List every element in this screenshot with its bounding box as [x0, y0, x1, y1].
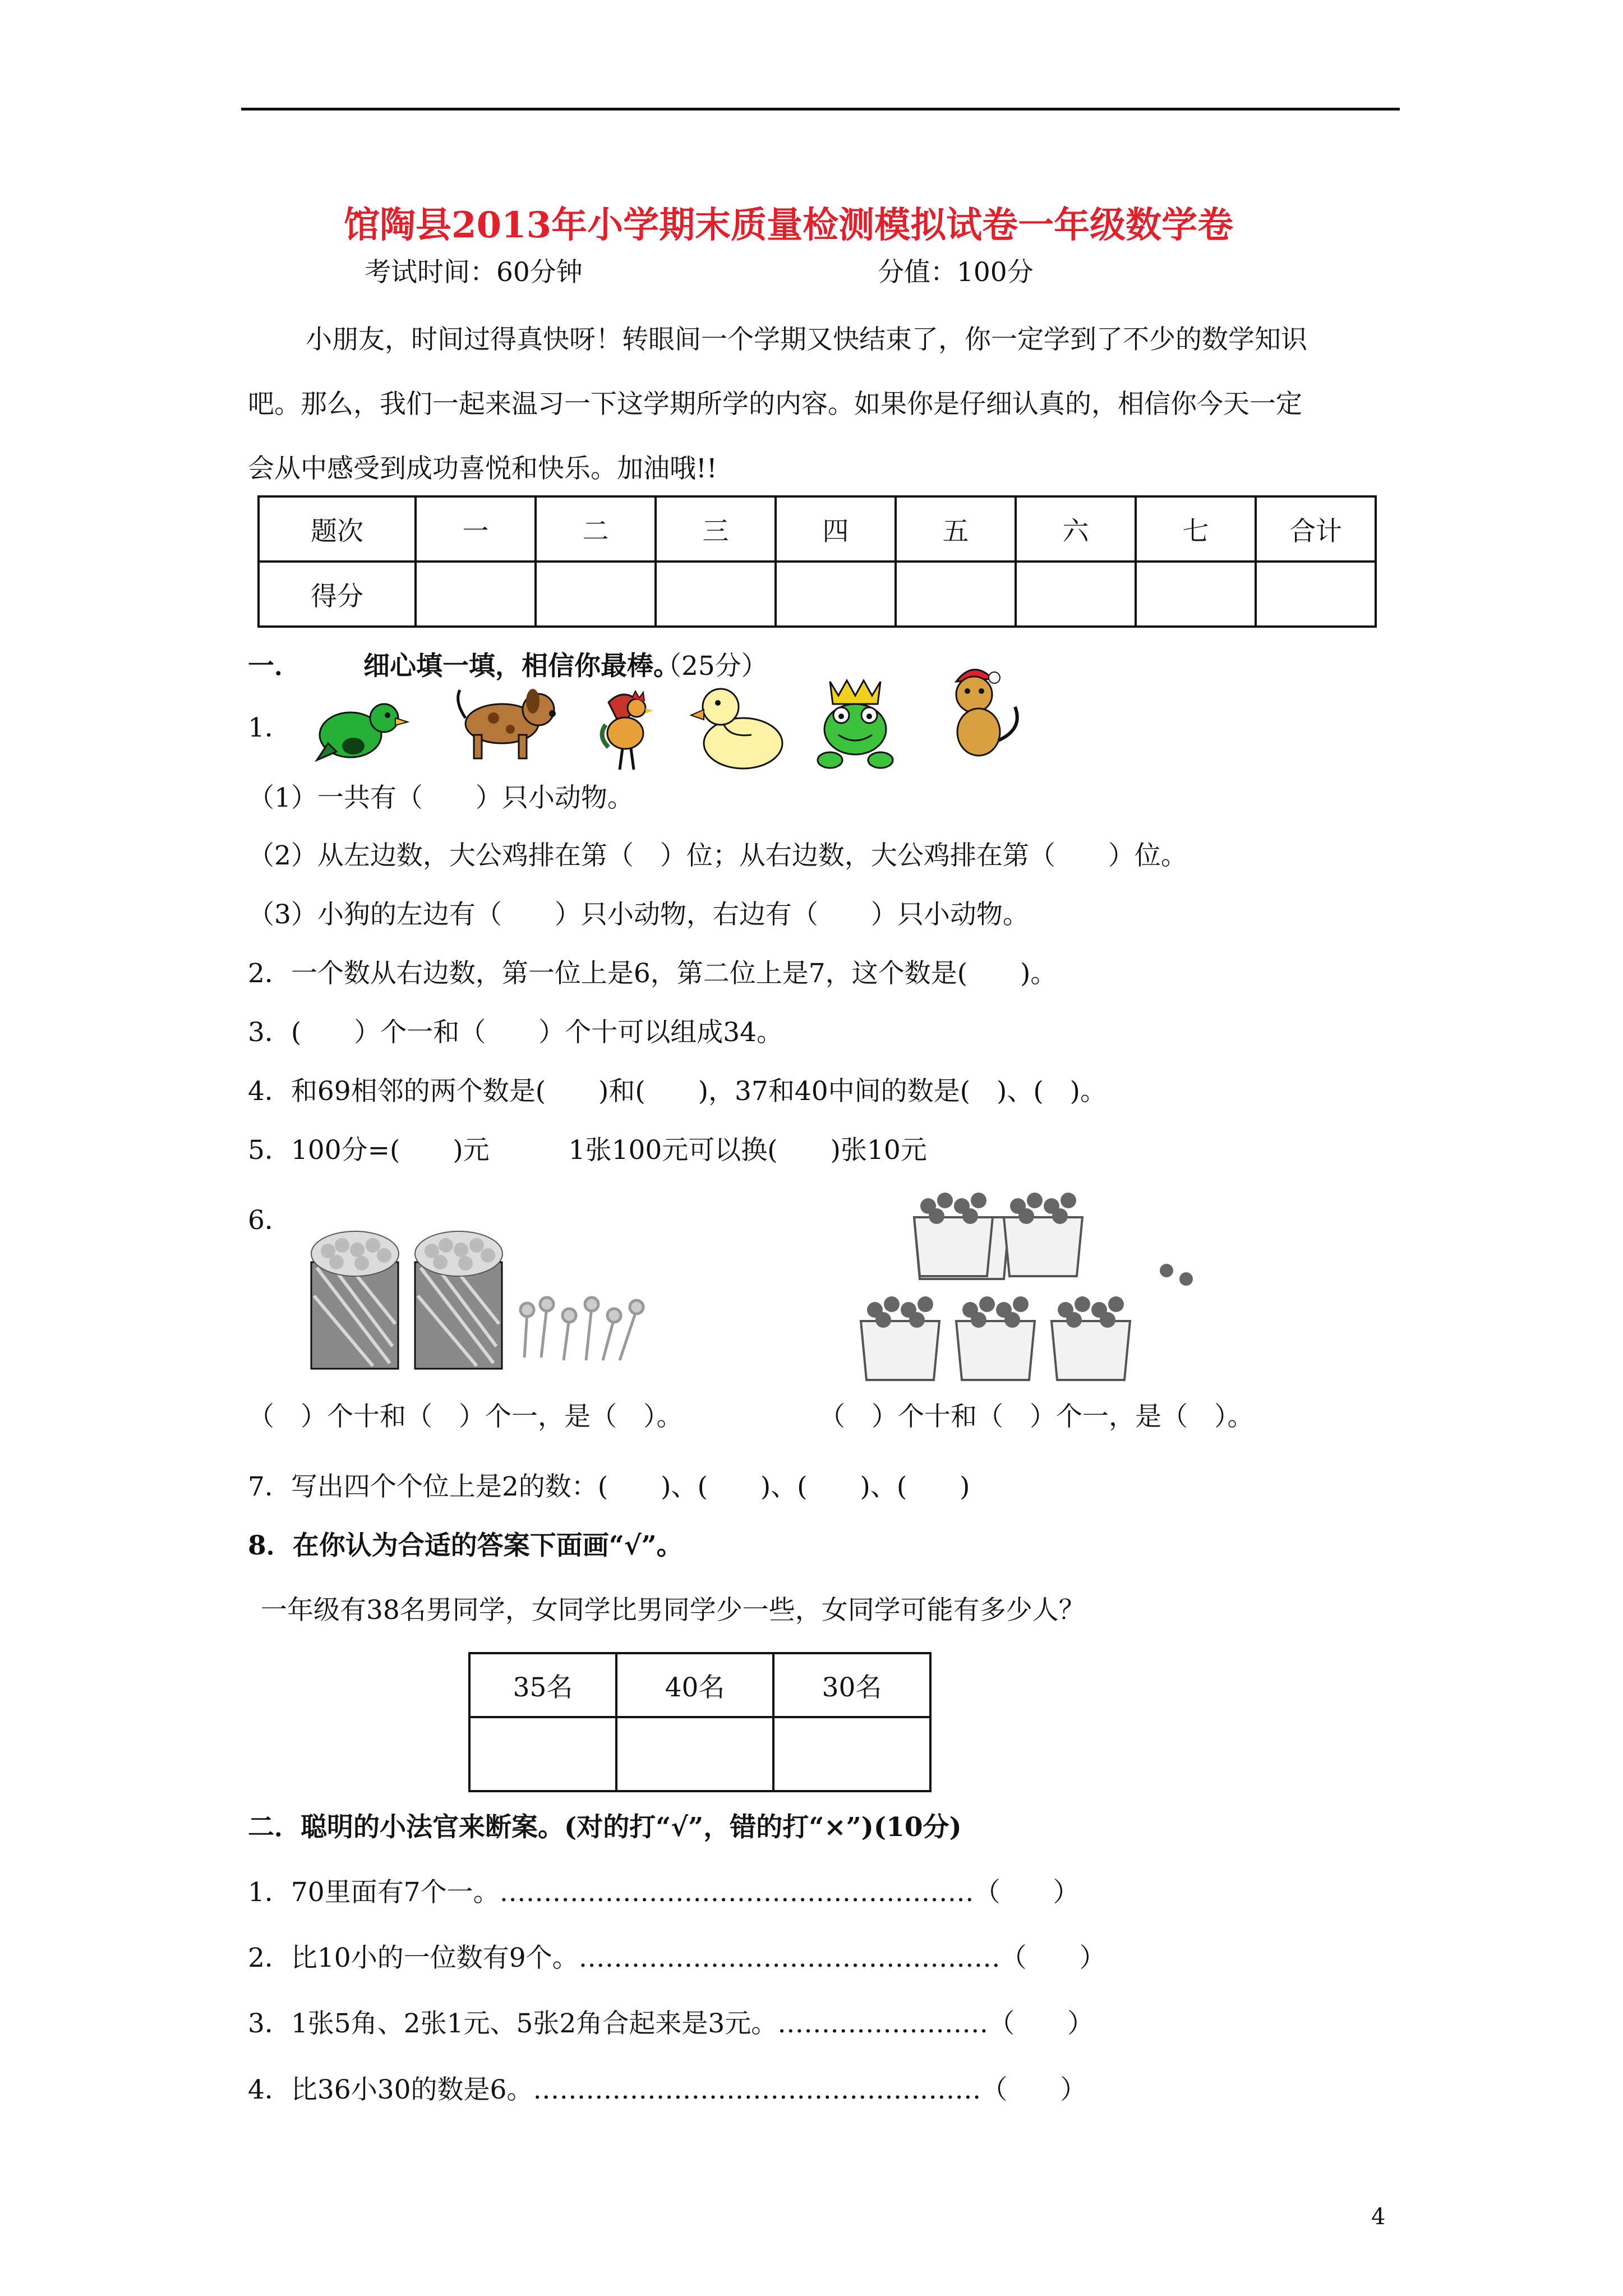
q8-option: 35名	[469, 1653, 616, 1717]
q1-part1: （1）一共有（ ）只小动物。	[248, 783, 634, 813]
score-table	[257, 495, 1377, 628]
score-input-cell[interactable]	[1016, 562, 1136, 627]
q5: 5．100分=( )元 1张100元可以换( )张10元	[248, 1135, 927, 1166]
q3: 3．( ）个一和（ ）个十可以组成34。	[248, 1017, 783, 1048]
q7: 7．写出四个个位上是2的数：( )、( )、( )、( )	[248, 1471, 970, 1502]
score-header-cell: 题次	[259, 496, 416, 562]
q4: 4．和69相邻的两个数是( )和( )，37和40中间的数是( )、( )。	[248, 1076, 1107, 1107]
score-input-cell[interactable]	[1256, 562, 1376, 627]
section1-points: （25分）	[655, 651, 768, 682]
cat-icon	[934, 662, 1026, 760]
q8-answer-cell[interactable]	[773, 1717, 930, 1791]
score-header-cell: 四	[776, 496, 896, 562]
score-header-cell: 一	[416, 496, 536, 562]
q8-choice-table	[468, 1652, 932, 1792]
intro-line-2: 吧。那么，我们一起来温习一下这学期所学的内容。如果你是仔细认真的，相信你今天一定	[248, 389, 1302, 420]
judge-item: 2．比10小的一位数有9个。…………………………………………（ ）	[248, 1943, 1106, 1973]
q1-part2: （2）从左边数，大公鸡排在第（ ）位；从右边数，大公鸡排在第（ ）位。	[248, 840, 1187, 871]
q8-option: 30名	[773, 1653, 930, 1717]
score-header-cell: 六	[1016, 496, 1136, 562]
score-header-cell: 五	[896, 496, 1016, 562]
section1-heading: 细心填一填，相信你最棒。	[363, 651, 680, 682]
score-row-label: 得分	[259, 562, 416, 627]
bird-icon	[311, 693, 409, 766]
flower-baskets-icon	[852, 1184, 1223, 1391]
q1-number: 1．	[248, 712, 291, 743]
q1-part3: （3）小狗的左边有（ ）只小动物，右边有（ ）只小动物。	[248, 899, 1029, 930]
exam-time: 考试时间：60分钟	[365, 257, 583, 288]
section1-number: 一．	[248, 651, 301, 682]
score-header-cell: 合计	[1256, 496, 1376, 562]
section2-heading: 二．聪明的小法官来断案。(对的打“√”，错的打“×”)(10分)	[248, 1812, 962, 1843]
q8-text: 一年级有38名男同学，女同学比男同学少一些，女同学可能有多少人？	[261, 1595, 1085, 1626]
rooster-icon	[597, 685, 659, 772]
q2: 2．一个数从右边数，第一位上是6，第二位上是7，这个数是( )。	[248, 958, 1057, 989]
score-input-cell[interactable]	[656, 562, 776, 627]
score-table-score-row	[259, 562, 1376, 627]
intro-line-3: 会从中感受到成功喜悦和快乐。加油哦!!	[248, 453, 717, 484]
page-number: 4	[1371, 2204, 1386, 2230]
q8-answer-cell[interactable]	[616, 1717, 773, 1791]
score-input-cell[interactable]	[536, 562, 656, 627]
score-input-cell[interactable]	[1136, 562, 1256, 627]
intro-line-1: 小朋友，时间过得真快呀！转眼间一个学期又快结束了，你一定学到了不少的数学知识	[306, 324, 1307, 355]
judge-item: 3．1张5角、2张1元、5张2角合起来是3元。……………………（ ）	[248, 2008, 1094, 2039]
frog-icon	[816, 676, 895, 777]
stick-bundles-icon	[306, 1223, 653, 1374]
q6-number: 6．	[248, 1205, 291, 1236]
page-title: 馆陶县2013年小学期末质量检测模拟试卷一年级数学卷	[344, 204, 1234, 246]
score-header-cell: 二	[536, 496, 656, 562]
q8: 8．在你认为合适的答案下面画“√”。	[248, 1530, 683, 1561]
q8-option: 40名	[616, 1653, 773, 1717]
dog-icon	[449, 679, 561, 763]
judge-item: 1．70里面有7个一。………………………………………………（ ）	[248, 1877, 1080, 1908]
score-input-cell[interactable]	[416, 562, 536, 627]
q6-right-answer: （ ）个十和（ ）个一，是（ ）。	[819, 1401, 1254, 1432]
q8-answer-cell[interactable]	[469, 1717, 616, 1791]
score-input-cell[interactable]	[776, 562, 896, 627]
score-table-header-row	[259, 496, 1376, 562]
header-rule	[241, 108, 1400, 111]
score-header-cell: 三	[656, 496, 776, 562]
score-input-cell[interactable]	[896, 562, 1016, 627]
score-header-cell: 七	[1136, 496, 1256, 562]
q6-left-answer: （ ）个十和（ ）个一，是（ ）。	[248, 1401, 683, 1432]
exam-score: 分值：100分	[878, 257, 1034, 288]
judge-item: 4．比36小30的数是6。……………………………………………（ ）	[248, 2074, 1087, 2105]
duck-icon	[690, 682, 785, 771]
